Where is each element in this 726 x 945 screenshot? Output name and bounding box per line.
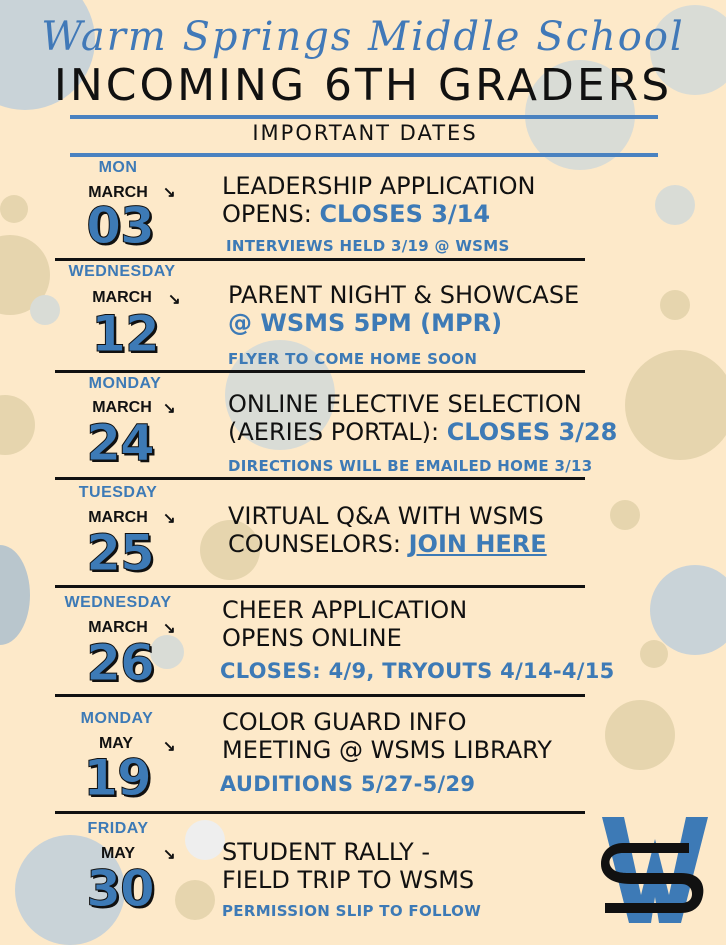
south-east-arrow-icon: ↘ <box>163 738 176 755</box>
decor-dot <box>0 545 30 645</box>
event-date: 25 <box>86 524 154 582</box>
event-date: 03 <box>86 197 154 255</box>
event-month: MARCH <box>92 289 152 306</box>
decor-dot <box>175 880 215 920</box>
event-separator <box>55 370 585 373</box>
decor-dot <box>0 395 35 455</box>
event-day: MONDAY <box>80 710 154 727</box>
decor-dot <box>30 295 60 325</box>
header-rule <box>70 153 658 157</box>
event-month: MAY <box>100 845 136 862</box>
event-title: COLOR GUARD INFO MEETING @ WSMS LIBRARY <box>222 708 552 764</box>
event-title: CHEER APPLICATION OPENS ONLINE <box>222 596 468 652</box>
event-note: DIRECTIONS WILL BE EMAILED HOME 3/13 <box>228 457 593 475</box>
south-east-arrow-icon: ↘ <box>163 846 176 863</box>
event-title: LEADERSHIP APPLICATION OPENS: CLOSES 3/14 <box>222 172 536 228</box>
event-month: MARCH <box>88 619 148 636</box>
event-note: CLOSES: 4/9, TRYOUTS 4/14-4/15 <box>220 659 615 683</box>
event-separator <box>55 258 585 261</box>
event-month: MARCH <box>88 509 148 526</box>
event-date: 26 <box>86 634 154 692</box>
south-east-arrow-icon: ↘ <box>163 620 176 637</box>
join-here-link[interactable]: JOIN HERE <box>408 530 547 558</box>
event-note: FLYER TO COME HOME SOON <box>228 350 478 368</box>
event-day: TUESDAY <box>78 484 158 501</box>
event-date: 19 <box>83 749 151 807</box>
school-name: Warm Springs Middle School <box>41 14 685 60</box>
header-rule <box>70 115 658 119</box>
section-subtitle: IMPORTANT DATES <box>252 121 478 145</box>
event-title: STUDENT RALLY - FIELD TRIP TO WSMS <box>222 838 475 894</box>
event-day: MONDAY <box>88 375 162 392</box>
event-date: 12 <box>91 305 159 363</box>
event-day: FRIDAY <box>87 820 149 837</box>
decor-dot <box>185 820 225 860</box>
event-note: INTERVIEWS HELD 3/19 @ WSMS <box>226 237 510 255</box>
event-day: WEDNESDAY <box>68 263 176 280</box>
event-date: 24 <box>86 414 154 472</box>
south-east-arrow-icon: ↘ <box>163 400 176 417</box>
south-east-arrow-icon: ↘ <box>163 184 176 201</box>
event-month: MARCH <box>88 184 148 201</box>
event-separator <box>55 585 585 588</box>
page-title: INCOMING 6TH GRADERS <box>53 60 673 111</box>
event-day: WEDNESDAY <box>64 594 172 611</box>
event-separator <box>55 694 585 697</box>
event-month: MAY <box>98 735 134 752</box>
event-note: PERMISSION SLIP TO FOLLOW <box>222 902 482 920</box>
event-date: 30 <box>86 860 154 918</box>
event-day: MON <box>98 159 138 176</box>
south-east-arrow-icon: ↘ <box>168 291 181 308</box>
south-east-arrow-icon: ↘ <box>163 510 176 527</box>
event-separator <box>55 477 585 480</box>
ws-logo <box>597 817 715 925</box>
event-title: PARENT NIGHT & SHOWCASE @ WSMS 5PM (MPR) <box>228 281 580 337</box>
event-month: MARCH <box>92 399 152 416</box>
decor-dot <box>0 195 28 223</box>
event-separator <box>55 811 585 814</box>
event-note: AUDITIONS 5/27-5/29 <box>220 772 476 796</box>
event-title: VIRTUAL Q&A WITH WSMS COUNSELORS: JOIN HERE <box>228 502 547 558</box>
event-title: ONLINE ELECTIVE SELECTION (AERIES PORTAL): CLOSES 3/28 <box>228 390 618 446</box>
